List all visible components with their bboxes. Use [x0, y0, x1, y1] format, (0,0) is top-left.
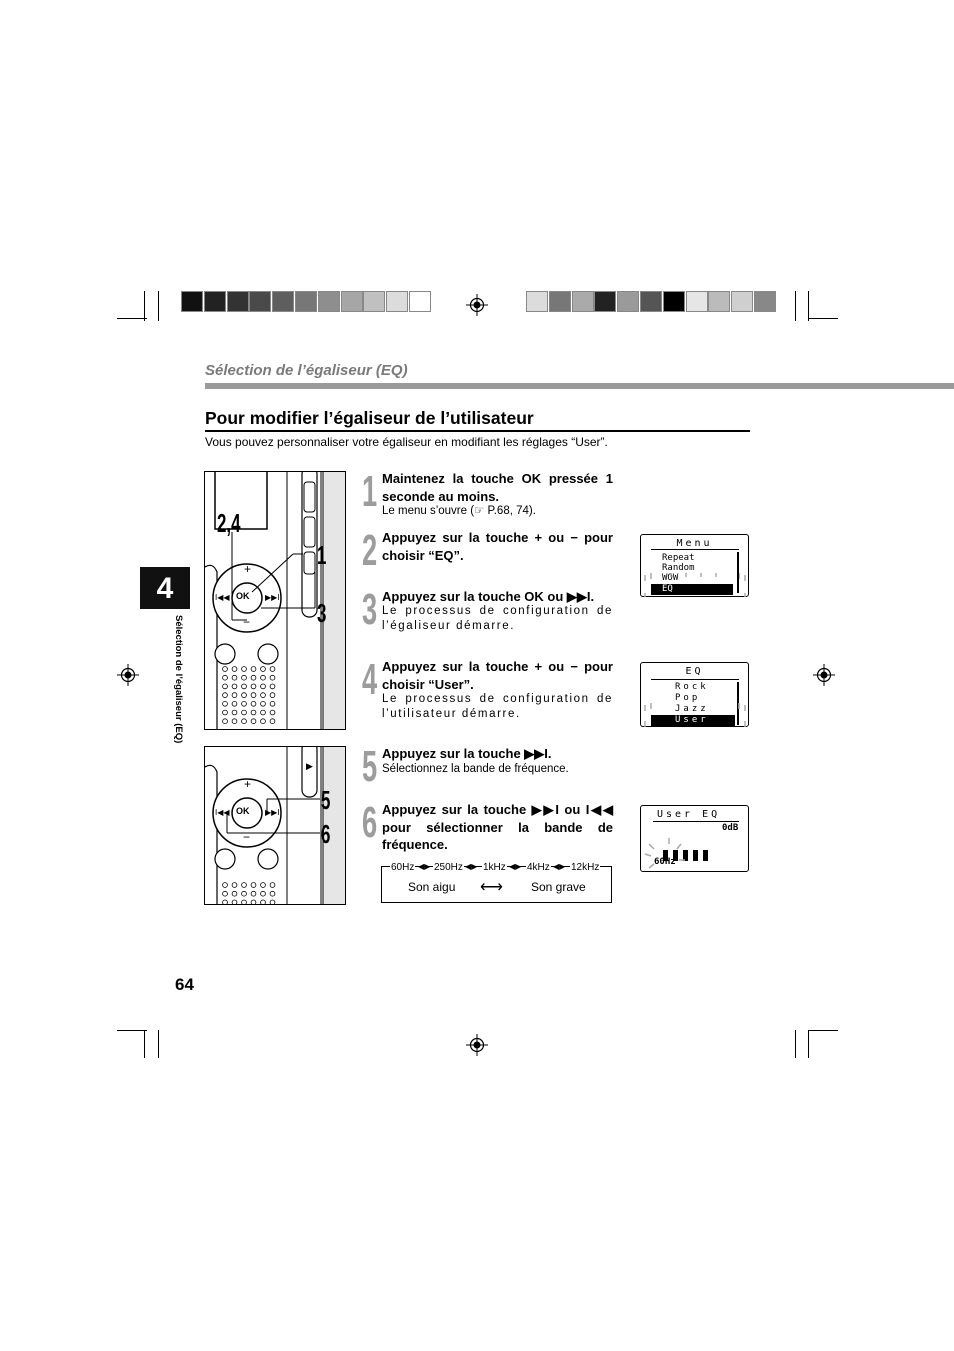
fast-forward-icon: ▶▶I	[265, 593, 280, 602]
color-swatch	[663, 291, 685, 312]
lcd-item-selected: EQ	[651, 584, 733, 595]
callout-3: 3	[317, 598, 327, 628]
lcd-level: 0dB	[722, 823, 739, 833]
band-label-4khz: 4kHz	[527, 862, 550, 873]
lcd-item-selected: User	[651, 715, 735, 726]
step-4-sub: Le processus de configuration de l’utilisateur démarre.	[382, 693, 613, 720]
lcd-title: Menu	[676, 538, 713, 549]
color-swatch	[754, 291, 776, 312]
registration-mark-icon	[466, 294, 488, 316]
callout-1: 1	[317, 540, 327, 570]
color-swatch	[386, 291, 408, 312]
color-swatch	[204, 291, 226, 312]
lcd-item: Rock	[675, 682, 709, 692]
arrow-icon: ◀▶	[509, 862, 522, 871]
color-swatch	[272, 291, 294, 312]
plus-label-top: +	[244, 562, 252, 576]
play-icon: ▶	[306, 761, 313, 771]
step-1-text: Maintenez la touche OK pressée 1 seconde au moins.	[382, 471, 613, 504]
step-6-text: Appuyez sur la touche ▶▶I ou I◀◀ pour sélectionner la bande de fréquence.	[382, 802, 613, 852]
registration-mark-icon	[466, 1034, 488, 1056]
band-label-60hz: 60Hz	[391, 862, 415, 873]
color-swatch	[227, 291, 249, 312]
blink-rays-icon	[641, 836, 701, 873]
step-5-sub: Sélectionnez la bande de fréquence.	[382, 763, 569, 775]
lcd-item: WOW	[662, 573, 679, 583]
ok-button-bottom: OK	[236, 806, 250, 816]
device-illustration-bottom	[204, 746, 346, 905]
page-heading: Pour modifier l’égaliseur de l’utilisateur	[205, 408, 534, 428]
section-bar	[205, 383, 954, 389]
blink-rays-icon	[641, 565, 750, 598]
color-swatch	[549, 291, 571, 312]
color-swatch	[363, 291, 385, 312]
son-aigu-label: Son aigu	[408, 880, 456, 894]
rewind-icon: I◀◀	[215, 593, 230, 602]
device-illustration-top	[204, 471, 346, 730]
rewind-icon: I◀◀	[215, 808, 230, 817]
lcd-menu-screen	[640, 534, 749, 597]
lcd-item: Jazz	[675, 704, 709, 714]
blink-rays-icon	[641, 693, 750, 728]
arrow-icon: ◀▶	[465, 862, 478, 871]
color-swatch	[341, 291, 363, 312]
step-4-text: Appuyez sur la touche + ou − pour choisir “User”.	[382, 659, 613, 692]
side-caption: Sélection de l’égaliseur (EQ)	[173, 615, 184, 744]
minus-label-bottom: −	[243, 830, 251, 844]
lcd-title: User EQ	[657, 809, 721, 820]
lcd-user-eq-screen	[640, 805, 749, 872]
step-number: 4	[362, 655, 378, 704]
lcd-title: EQ	[685, 666, 704, 677]
step-2-text: Appuyez sur la touche + ou − pour choisir “EQ”.	[382, 530, 613, 563]
step-number: 5	[362, 742, 378, 791]
intro-text: Vous pouvez personnaliser votre égaliseur en modifiant les réglages “User”.	[205, 435, 608, 449]
ok-button-top: OK	[236, 591, 250, 601]
section-title: Sélection de l’égaliseur (EQ)	[205, 362, 408, 379]
step-number: 2	[362, 526, 378, 575]
registration-mark-icon	[813, 664, 835, 686]
color-swatch	[640, 291, 662, 312]
minus-label-top: −	[243, 615, 251, 629]
color-swatch	[295, 291, 317, 312]
callout-2-4: 2,4	[217, 508, 241, 538]
lcd-item: Repeat	[662, 553, 695, 563]
band-label-250hz: 250Hz	[434, 862, 463, 873]
lcd-band: 60Hz	[654, 857, 676, 867]
step-number: 6	[362, 798, 378, 847]
step-3-text: Appuyez sur la touche OK ou ▶▶I.	[382, 589, 595, 604]
lcd-eq-screen	[640, 662, 749, 727]
arrow-icon: ◀▶	[553, 862, 566, 871]
color-swatch	[686, 291, 708, 312]
color-swatch	[181, 291, 203, 312]
color-swatch	[594, 291, 616, 312]
color-swatch	[731, 291, 753, 312]
step-3-sub: Le processus de configuration de l’égaliseur démarre.	[382, 605, 613, 632]
son-grave-label: Son grave	[531, 880, 586, 894]
color-swatch	[526, 291, 548, 312]
color-swatch	[708, 291, 730, 312]
color-swatch	[318, 291, 340, 312]
callout-6: 6	[321, 819, 331, 849]
step-number: 3	[362, 585, 378, 634]
heading-rule	[205, 430, 750, 432]
step-number: 1	[362, 467, 378, 516]
band-label-12khz: 12kHz	[571, 862, 600, 873]
color-swatch	[572, 291, 594, 312]
double-arrow-icon: ⟷	[480, 879, 503, 896]
callout-5: 5	[321, 785, 331, 815]
page-number: 64	[175, 975, 194, 994]
step-1-sub: Le menu s’ouvre (☞ P.68, 74).	[382, 505, 536, 517]
fast-forward-icon: ▶▶I	[265, 808, 280, 817]
color-swatch	[617, 291, 639, 312]
arrow-icon: ◀▶	[418, 862, 431, 871]
registration-mark-icon	[117, 664, 139, 686]
lcd-item: Pop	[675, 693, 701, 703]
chapter-tab: 4	[140, 567, 190, 609]
step-5-text: Appuyez sur la touche ▶▶I.	[382, 746, 552, 761]
color-swatch	[249, 291, 271, 312]
lcd-item: Random	[662, 563, 695, 573]
plus-label-bottom: +	[244, 777, 252, 791]
band-label-1khz: 1kHz	[483, 862, 506, 873]
color-swatch	[409, 291, 431, 312]
